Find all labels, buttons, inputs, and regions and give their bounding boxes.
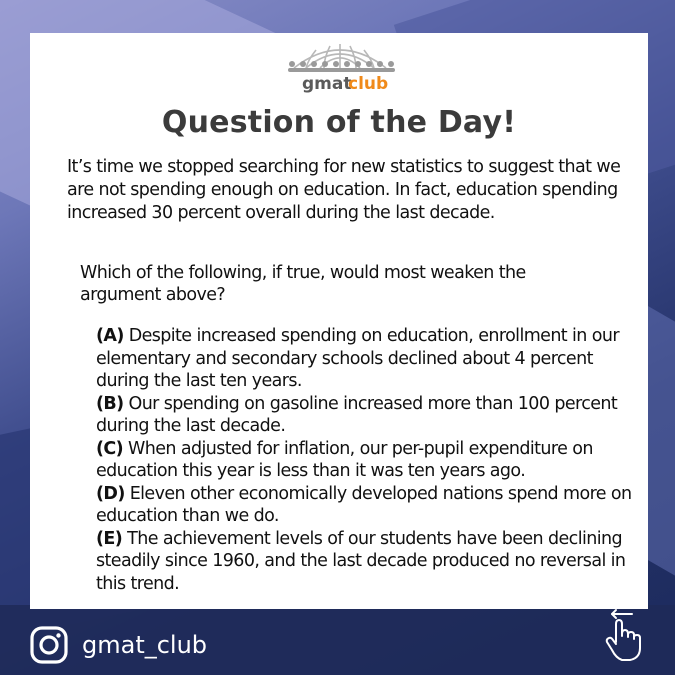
- instagram-icon[interactable]: [30, 626, 68, 664]
- swipe-hand-icon: [598, 608, 648, 664]
- choice-b[interactable]: (B) Our spending on gasoline increased more than 100 percent during the last decade.: [96, 393, 618, 436]
- choice-c[interactable]: (C) When adjusted for inflation, our per-pupil expenditure on education this year is less than it was ten years ago.: [96, 438, 593, 481]
- svg-text:gmat: gmat: [302, 74, 352, 94]
- choice-e[interactable]: (E) The achievement levels of our students have been declining steadily since 1960, and the last decade produced no reversal in this trend.: [96, 528, 626, 594]
- gmatclub-logo: [272, 38, 408, 94]
- svg-text:club: club: [348, 74, 389, 94]
- stimulus-text: It’s time we stopped searching for new statistics to suggest that we are not spending enough on education. In fact, education spending increased 30 percent overall during the last decade.: [67, 157, 621, 223]
- choice-d[interactable]: (D) Eleven other economically developed nations spend more on education than we do.: [96, 483, 632, 526]
- footer: [30, 622, 207, 668]
- question-stem: Which of the following, if true, would most weaken the argument above?: [80, 263, 526, 305]
- page-title: Question of the Day!: [161, 105, 517, 140]
- question-card: [30, 33, 648, 609]
- choice-a[interactable]: (A) Despite increased spending on education, enrollment in our elementary and secondary schools declined about 4 percent during the last ten years.: [96, 326, 619, 391]
- answer-choices: [96, 325, 636, 595]
- instagram-handle[interactable]: gmat_club: [82, 631, 208, 659]
